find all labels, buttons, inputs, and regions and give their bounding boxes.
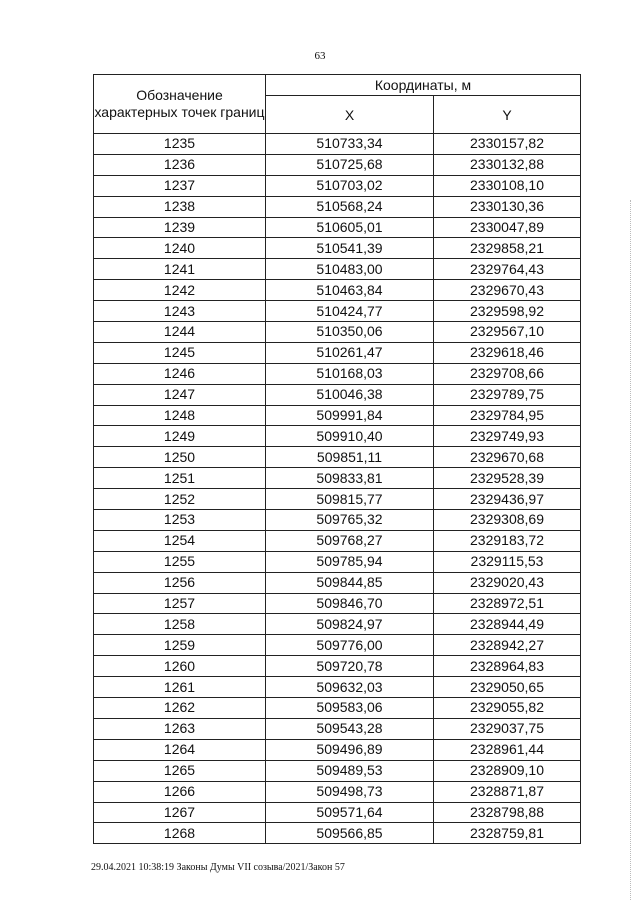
point-id-cell: 1247 [94, 384, 266, 405]
table-row [94, 614, 581, 635]
x-coordinate-cell: 509632,03 [266, 677, 434, 698]
y-coordinate-cell: 2329749,93 [434, 426, 581, 447]
table-row [94, 635, 581, 656]
y-coordinate-cell: 2328944,49 [434, 614, 581, 635]
point-id-cell: 1236 [94, 154, 266, 175]
table-row [94, 760, 581, 781]
table-row [94, 342, 581, 363]
point-id-cell: 1260 [94, 656, 266, 677]
point-id-cell: 1268 [94, 823, 266, 844]
y-coordinate-cell: 2330130,36 [434, 196, 581, 217]
point-id-cell: 1249 [94, 426, 266, 447]
table-row [94, 593, 581, 614]
y-coordinate-cell: 2329183,72 [434, 530, 581, 551]
x-coordinate-cell: 509571,64 [266, 802, 434, 823]
table-row [94, 530, 581, 551]
y-coordinate-cell: 2328942,27 [434, 635, 581, 656]
x-coordinate-cell: 510733,34 [266, 134, 434, 155]
x-coordinate-cell: 510350,06 [266, 322, 434, 343]
y-coordinate-cell: 2328972,51 [434, 593, 581, 614]
x-coordinate-cell: 509776,00 [266, 635, 434, 656]
x-coordinate-cell: 509498,73 [266, 781, 434, 802]
x-coordinate-cell: 509583,06 [266, 698, 434, 719]
y-coordinate-cell: 2329784,95 [434, 405, 581, 426]
table-row [94, 447, 581, 468]
table-row [94, 718, 581, 739]
x-coordinate-cell: 510605,01 [266, 217, 434, 238]
table-row [94, 301, 581, 322]
point-id-cell: 1256 [94, 572, 266, 593]
table-row [94, 551, 581, 572]
page-number: 63 [314, 50, 326, 62]
table-row [94, 489, 581, 510]
y-coordinate-cell: 2328798,88 [434, 802, 581, 823]
header-y: Y [434, 96, 581, 134]
y-coordinate-cell: 2329598,92 [434, 301, 581, 322]
x-coordinate-cell: 509846,70 [266, 593, 434, 614]
point-id-cell: 1240 [94, 238, 266, 259]
point-id-cell: 1244 [94, 322, 266, 343]
y-coordinate-cell: 2328964,83 [434, 656, 581, 677]
x-coordinate-cell: 510703,02 [266, 175, 434, 196]
table-row [94, 405, 581, 426]
table-row [94, 259, 581, 280]
table-body [94, 134, 581, 844]
table-row [94, 384, 581, 405]
table-row [94, 238, 581, 259]
point-id-cell: 1262 [94, 698, 266, 719]
footer-stamp: 29.04.2021 10:38:19 Законы Думы VII созыва/2021/Закон 57 [91, 862, 345, 873]
y-coordinate-cell: 2329037,75 [434, 718, 581, 739]
x-coordinate-cell: 510261,47 [266, 342, 434, 363]
y-coordinate-cell: 2329708,66 [434, 363, 581, 384]
table-row [94, 823, 581, 844]
point-id-cell: 1243 [94, 301, 266, 322]
point-id-cell: 1239 [94, 217, 266, 238]
point-id-cell: 1261 [94, 677, 266, 698]
table-row [94, 802, 581, 823]
y-coordinate-cell: 2329055,82 [434, 698, 581, 719]
x-coordinate-cell: 509496,89 [266, 739, 434, 760]
x-coordinate-cell: 509720,78 [266, 656, 434, 677]
y-coordinate-cell: 2329858,21 [434, 238, 581, 259]
table-row [94, 510, 581, 531]
table-row [94, 656, 581, 677]
table-row [94, 217, 581, 238]
x-coordinate-cell: 509489,53 [266, 760, 434, 781]
table-row [94, 698, 581, 719]
table-row [94, 426, 581, 447]
table-row [94, 280, 581, 301]
point-id-cell: 1254 [94, 530, 266, 551]
y-coordinate-cell: 2329115,53 [434, 551, 581, 572]
x-coordinate-cell: 509824,97 [266, 614, 434, 635]
x-coordinate-cell: 509851,11 [266, 447, 434, 468]
x-coordinate-cell: 510463,84 [266, 280, 434, 301]
y-coordinate-cell: 2329050,65 [434, 677, 581, 698]
table-row [94, 781, 581, 802]
y-coordinate-cell: 2329436,97 [434, 489, 581, 510]
y-coordinate-cell: 2330132,88 [434, 154, 581, 175]
y-coordinate-cell: 2329764,43 [434, 259, 581, 280]
table-row [94, 739, 581, 760]
y-coordinate-cell: 2329020,43 [434, 572, 581, 593]
point-id-cell: 1259 [94, 635, 266, 656]
point-id-cell: 1242 [94, 280, 266, 301]
table-row [94, 468, 581, 489]
y-coordinate-cell: 2328759,81 [434, 823, 581, 844]
point-id-cell: 1252 [94, 489, 266, 510]
y-coordinate-cell: 2329670,68 [434, 447, 581, 468]
x-coordinate-cell: 510424,77 [266, 301, 434, 322]
point-id-cell: 1235 [94, 134, 266, 155]
x-coordinate-cell: 509543,28 [266, 718, 434, 739]
header-x: X [266, 96, 434, 134]
y-coordinate-cell: 2328961,44 [434, 739, 581, 760]
point-id-cell: 1253 [94, 510, 266, 531]
point-id-cell: 1250 [94, 447, 266, 468]
table-row [94, 322, 581, 343]
x-coordinate-cell: 510483,00 [266, 259, 434, 280]
x-coordinate-cell: 510046,38 [266, 384, 434, 405]
point-id-cell: 1248 [94, 405, 266, 426]
x-coordinate-cell: 509765,32 [266, 510, 434, 531]
table-row [94, 134, 581, 155]
point-id-cell: 1263 [94, 718, 266, 739]
table-row [94, 154, 581, 175]
table-row [94, 175, 581, 196]
y-coordinate-cell: 2329528,39 [434, 468, 581, 489]
table-row [94, 196, 581, 217]
x-coordinate-cell: 510541,39 [266, 238, 434, 259]
coordinates-table [93, 74, 581, 844]
point-id-cell: 1267 [94, 802, 266, 823]
table-row [94, 363, 581, 384]
point-id-cell: 1265 [94, 760, 266, 781]
point-id-cell: 1245 [94, 342, 266, 363]
point-id-cell: 1241 [94, 259, 266, 280]
x-coordinate-cell: 510725,68 [266, 154, 434, 175]
header-coordinates: Координаты, м [266, 75, 581, 96]
point-id-cell: 1266 [94, 781, 266, 802]
x-coordinate-cell: 510568,24 [266, 196, 434, 217]
x-coordinate-cell: 509833,81 [266, 468, 434, 489]
x-coordinate-cell: 509844,85 [266, 572, 434, 593]
y-coordinate-cell: 2328909,10 [434, 760, 581, 781]
y-coordinate-cell: 2329618,46 [434, 342, 581, 363]
point-id-cell: 1237 [94, 175, 266, 196]
point-id-cell: 1257 [94, 593, 266, 614]
y-coordinate-cell: 2330157,82 [434, 134, 581, 155]
table-row [94, 677, 581, 698]
point-id-cell: 1251 [94, 468, 266, 489]
x-coordinate-cell: 509910,40 [266, 426, 434, 447]
y-coordinate-cell: 2329567,10 [434, 322, 581, 343]
point-id-cell: 1264 [94, 739, 266, 760]
point-id-cell: 1238 [94, 196, 266, 217]
x-coordinate-cell: 510168,03 [266, 363, 434, 384]
table-row [94, 572, 581, 593]
header-point-designation: Обозначение характерных точек границ [94, 75, 266, 134]
y-coordinate-cell: 2329789,75 [434, 384, 581, 405]
x-coordinate-cell: 509785,94 [266, 551, 434, 572]
y-coordinate-cell: 2330047,89 [434, 217, 581, 238]
x-coordinate-cell: 509815,77 [266, 489, 434, 510]
point-id-cell: 1255 [94, 551, 266, 572]
y-coordinate-cell: 2329308,69 [434, 510, 581, 531]
scan-edge-marks [630, 200, 634, 900]
y-coordinate-cell: 2329670,43 [434, 280, 581, 301]
y-coordinate-cell: 2328871,87 [434, 781, 581, 802]
x-coordinate-cell: 509566,85 [266, 823, 434, 844]
x-coordinate-cell: 509991,84 [266, 405, 434, 426]
point-id-cell: 1258 [94, 614, 266, 635]
point-id-cell: 1246 [94, 363, 266, 384]
y-coordinate-cell: 2330108,10 [434, 175, 581, 196]
x-coordinate-cell: 509768,27 [266, 530, 434, 551]
